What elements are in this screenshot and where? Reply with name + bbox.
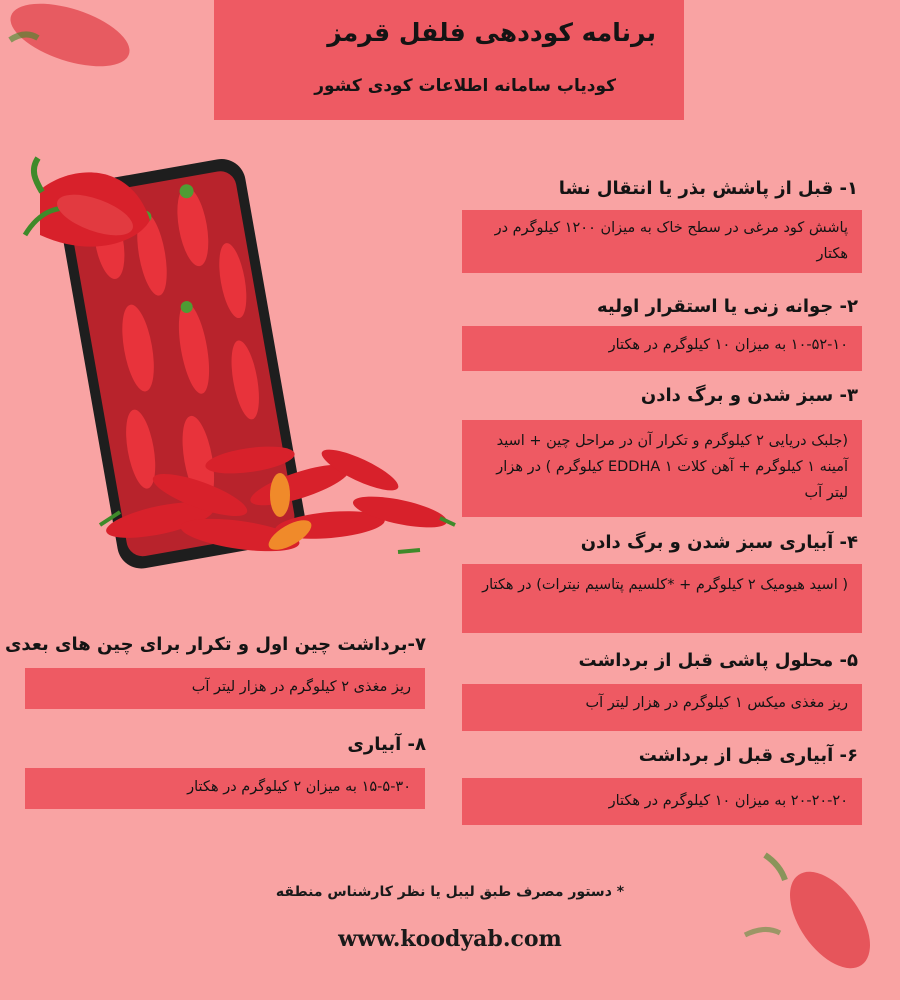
step-1-box: پاشش کود مرغی در سطح خاک به میزان ۱۲۰۰ کیلوگرم در هکتار (462, 210, 862, 273)
step-7-box: ریز مغذی ۲ کیلوگرم در هزار لیتر آب (25, 668, 425, 709)
step-3-title: ۳- سبز شدن و برگ دادن (640, 385, 858, 406)
pepper-decoration-bottom-right (735, 845, 900, 985)
step-8-title: ۸- آبیاری (347, 734, 426, 755)
step-5-title: ۵- محلول پاشی قبل از برداشت (578, 650, 858, 671)
pepper-decoration-top-left (0, 0, 150, 100)
step-2-box: ۱۰-۵۲-۱۰ به میزان ۱۰ کیلوگرم در هکتار (462, 326, 862, 371)
footnote: * دستور مصرف طبق لیبل یا نظر کارشناس منطقه (275, 884, 625, 900)
step-7-title: ۷-برداشت چین اول و تکرار برای چین های بعدی (4, 634, 426, 655)
website-link[interactable]: www.koodyab.com (338, 926, 562, 952)
step-4-box: ( اسید هیومیک ۲ کیلوگرم + *کلسیم پتاسیم نیترات) در هکتار (462, 564, 862, 633)
page-title: برنامه کوددهی فلفل قرمز (327, 18, 656, 47)
step-8-box: ۱۵-۵-۳۰ به میزان ۲ کیلوگرم در هکتار (25, 768, 425, 809)
step-1-title: ۱- قبل از پاشش بذر یا انتقال نشا (558, 178, 858, 199)
step-2-title: ۲- جوانه زنی یا استقرار اولیه (596, 296, 858, 317)
phone-with-peppers-image (0, 140, 470, 580)
step-5-box: ریز مغذی میکس ۱ کیلوگرم در هزار لیتر آب (462, 684, 862, 731)
page-subtitle: کودیاب سامانه اطلاعات کودی کشور (314, 76, 616, 96)
step-3-box: (جلبک دریایی ۲ کیلوگرم و تکرار آن در مراحل چین + اسید آمینه ۱ کیلوگرم + آهن کلات EDDHA ۱ کیلوگرم ) در هزار لیتر آب (462, 420, 862, 517)
header-banner (214, 0, 684, 120)
step-4-title: ۴- آبیاری سبز شدن و برگ دادن (580, 532, 858, 553)
step-6-title: ۶- آبیاری قبل از برداشت (638, 745, 858, 766)
step-6-box: ۲۰-۲۰-۲۰ به میزان ۱۰ کیلوگرم در هکتار (462, 778, 862, 825)
